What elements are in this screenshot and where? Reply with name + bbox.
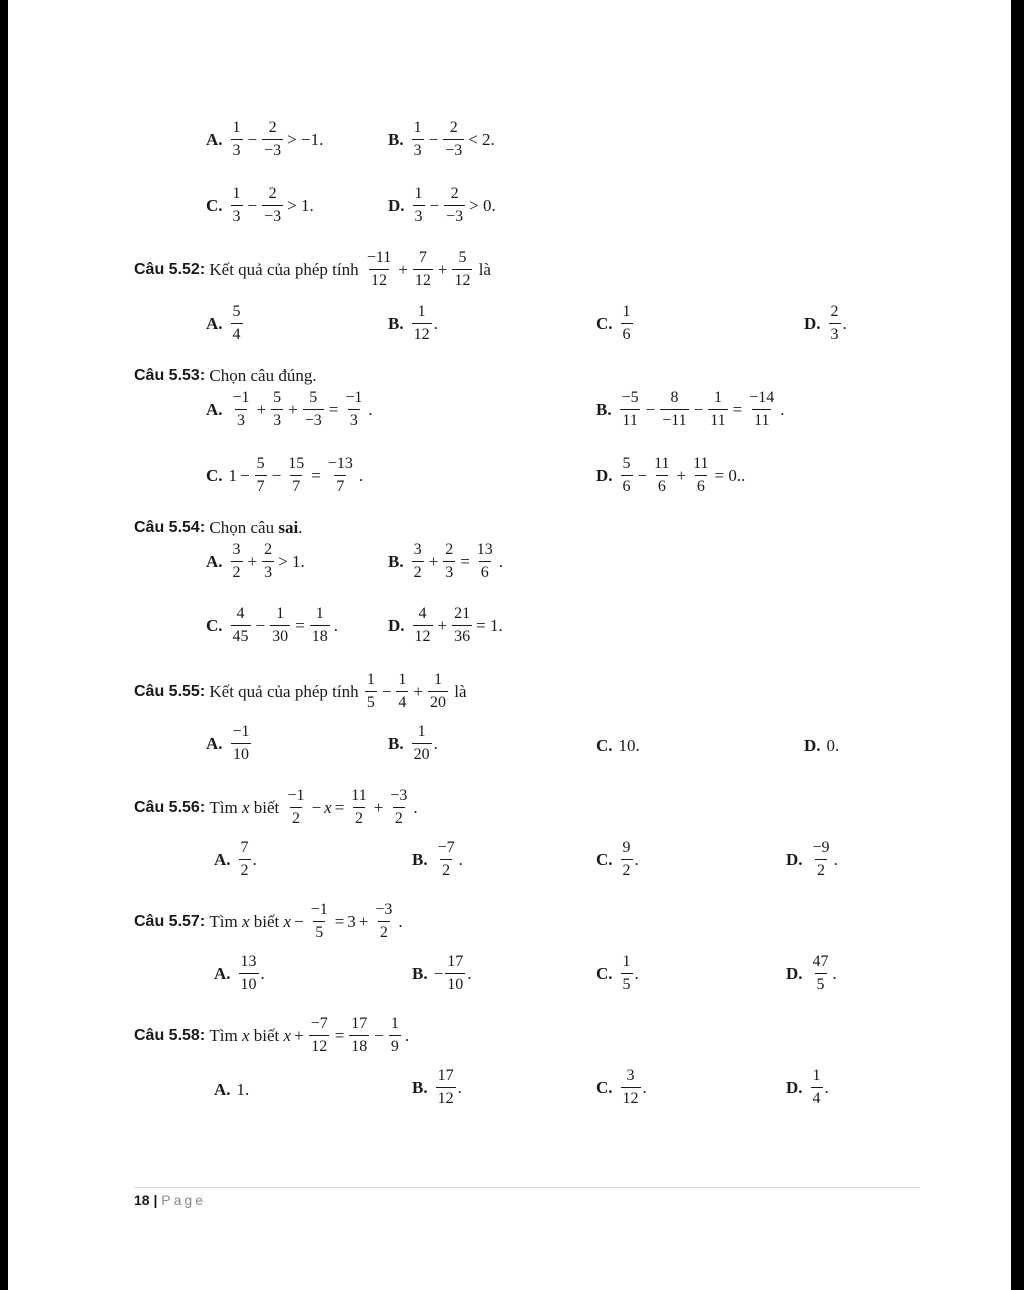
q554-option-b: B. $\frac{3}{2}$ + $\frac{2}{3}$ = $\frac{13}{6}$ . <box>388 541 504 581</box>
page-number: 18 <box>134 1192 150 1208</box>
question-5-54: Câu 5.54: Chọn câu sai . <box>134 518 303 537</box>
q554-option-d: D. $\frac{4}{12}$ + $\frac{21}{36}$ = 1. <box>388 605 503 645</box>
prev-option-a: A. $\frac{1}{3}$ − $\frac{2}{-3}$ > −1. <box>206 119 324 159</box>
q552-option-d: D. $\frac{2}{3}$ . <box>804 303 847 343</box>
q554-option-a: A. $\frac{3}{2}$ + $\frac{2}{3}$ > 1. <box>206 541 305 581</box>
q552-option-b: B. $\frac{1}{12}$ . <box>388 303 438 343</box>
q557-option-b: B. − $\frac{17}{10}$ . <box>412 953 472 993</box>
q558-option-b: B. $\frac{17}{12}$ . <box>412 1067 462 1107</box>
document-page <box>8 0 1011 1290</box>
question-5-55: Câu 5.55: Kết quả của phép tính $\frac{1}{5}$ − $\frac{1}{4}$ + $\frac{1}{20}$ là <box>134 671 467 711</box>
q552-option-a: A. $\frac{5}{4}$ <box>206 303 241 343</box>
q556-option-b: B. $\frac{-7}{2}$ . <box>412 839 463 879</box>
q552-option-c: C. $\frac{1}{6}$ <box>596 303 631 343</box>
q556-option-c: C. $\frac{9}{2}$ . <box>596 839 639 879</box>
q556-option-a: A. $\frac{7}{2}$ . <box>214 839 257 879</box>
q557-option-c: C. $\frac{1}{5}$ . <box>596 953 639 993</box>
q556-option-d: D. $\frac{-9}{2}$ . <box>786 839 838 879</box>
q555-option-c: C. 10. <box>596 736 640 755</box>
question-5-56: Câu 5.56: Tìm x biết $\frac{-1}{2}$ − x = $\frac{11}{2}$ + $\frac{-3}{2}$ . <box>134 787 418 827</box>
q558-option-a: A. 1. <box>214 1080 250 1099</box>
q557-option-a: A. $\frac{13}{10}$ . <box>214 953 265 993</box>
question-5-57: Câu 5.57: Tìm x biết x − $\frac{-1}{5}$ = 3 + $\frac{-3}{2}$ . <box>134 901 403 941</box>
page-footer: 18 | Page <box>134 1187 920 1208</box>
prev-option-b: B. $\frac{1}{3}$ − $\frac{2}{-3}$ < 2. <box>388 119 495 159</box>
prev-option-d: D. $\frac{1}{3}$ − $\frac{2}{-3}$ > 0. <box>388 185 496 225</box>
q555-option-a: A. $\frac{-1}{10}$ <box>206 723 250 763</box>
q555-option-d: D. 0. <box>804 736 840 755</box>
q554-option-c: C. $\frac{4}{45}$ − $\frac{1}{30}$ = $\frac{1}{18}$ . <box>206 605 338 645</box>
q555-option-b: B. $\frac{1}{20}$ . <box>388 723 438 763</box>
q557-option-d: D. $\frac{47}{5}$ . <box>786 953 837 993</box>
question-5-52: Câu 5.52: Kết quả của phép tính $\frac{-11}{12}$ + $\frac{7}{12}$ + $\frac{5}{12}$ là <box>134 249 491 289</box>
question-5-58: Câu 5.58: Tìm x biết x + $\frac{-7}{12}$ = $\frac{17}{18}$ − $\frac{1}{9}$ . <box>134 1015 410 1055</box>
q553-option-d: D. $\frac{5}{6}$ − $\frac{11}{6}$ + $\frac{11}{6}$ = 0.. <box>596 455 746 495</box>
q553-option-a: A. $\frac{-1}{3}$ + $\frac{5}{3}$ + $\frac{5}{-3}$ = $\frac{-1}{3}$ . <box>206 389 373 429</box>
q558-option-d: D. $\frac{1}{4}$ . <box>786 1067 829 1107</box>
q553-option-b: B. $\frac{-5}{11}$ − $\frac{8}{-11}$ − $\frac{1}{11}$ = $\frac{-14}{11}$ . <box>596 389 785 429</box>
question-5-53: Câu 5.53: Chọn câu đúng. <box>134 366 317 385</box>
q558-option-c: C. $\frac{3}{12}$ . <box>596 1067 647 1107</box>
prev-option-c: C. $\frac{1}{3}$ − $\frac{2}{-3}$ > 1. <box>206 185 314 225</box>
q553-option-c: C. 1 − $\frac{5}{7}$ − $\frac{15}{7}$ = $\frac{-13}{7}$ . <box>206 455 364 495</box>
